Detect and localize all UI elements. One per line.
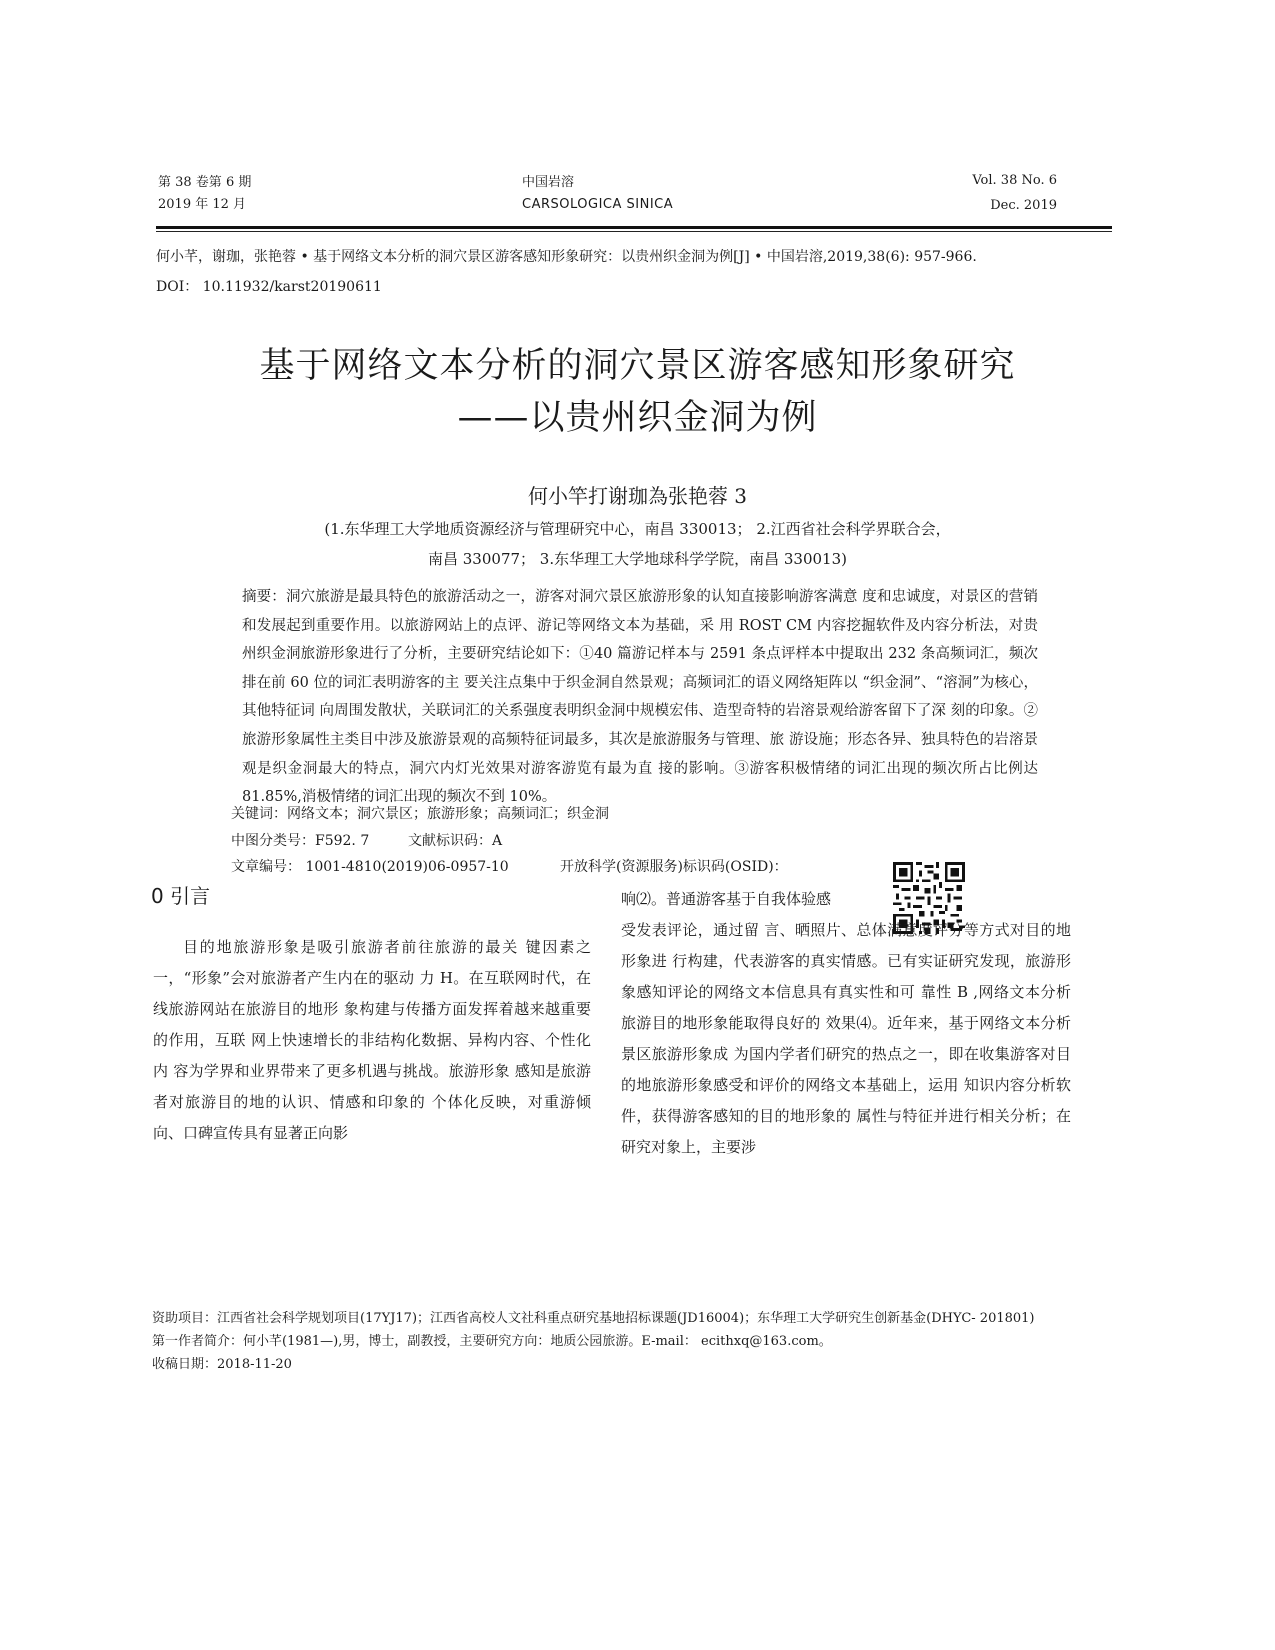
keywords: 关键词：网络文本；洞穴景区；旅游形象；高频词汇；织金洞 (231, 806, 609, 822)
document-code: 文献标识码：A (408, 833, 503, 849)
journal-name (522, 172, 673, 216)
abstract: 摘要：洞穴旅游是最具特色的旅游活动之一，游客对洞穴景区旅游形象的认知直接影响游客满意 度和忠诚度，对景区的营销和发展起到重要作用。以旅游网站上的点评、游记等网络文本为基础，采 用 ROST CM 内容挖掘软件及内容分析法，对贵州织金洞旅游形象进行了分析，主要研究结论如下：①40 篇游记样本与 2591 条点评样本中提取出 232 条高频词汇，频次排在前 60 位的词汇表明游客的主 要关注点集中于织金洞自然景观；高频词汇的语义网络矩阵以 “织金洞”、“溶洞”为核心，其他特征词 向周围发散状，关联词汇的关系强度表明织金洞中规模宏伟、造型奇特的岩溶景观给游客留下了深 刻的印象。②旅游形象属性主类目中涉及旅游景观的高频特征词最多，其次是旅游服务与管理、旅 游设施；形态各异、独具特色的岩溶景观是织金洞最大的特点，洞穴内灯光效果对游客游览有最为直 接的影响。③游客积极情绪的词汇出现的频次所占比例达 81.85%,消极情绪的词汇出现的频次不到 10%。 (242, 589, 1038, 806)
header-rule-thin (156, 231, 1112, 232)
journal-name-cn: 中国岩溶 (522, 175, 575, 190)
clc-number: 中图分类号：F592. 7 (231, 833, 370, 849)
footnotes (152, 1307, 1112, 1376)
doi-text: DOI： 10.11932/karst20190611 (156, 279, 382, 295)
received-date-note: 收稿日期：2018-11-20 (152, 1357, 292, 1372)
author-bio-note: 第一作者简介：何小芊(1981—),男，博士，副教授，主要研究方向：地质公园旅游。E-mail： ecithxq@163.com。 (152, 1334, 832, 1349)
journal-volume-issue (158, 172, 251, 216)
citation-reference (156, 246, 1116, 298)
volume-issue-text: 第 38 卷第 6 期 (158, 175, 252, 190)
volume-en-text: Vol. 38 No. 6 (972, 173, 1057, 188)
intro-right-column (621, 884, 1071, 1163)
article-title (0, 340, 1275, 444)
journal-name-en: CARSOLOGICA SINICA (522, 197, 674, 212)
title-line-1: 基于网络文本分析的洞穴景区游客感知形象研究 (259, 346, 1016, 386)
article-number: 文章编号： 1001-4810(2019)06-0957-10 (231, 859, 509, 875)
journal-volume-en (972, 170, 1057, 217)
intro-left-column (153, 932, 591, 1149)
section-heading-introduction: 0 引言 (151, 884, 211, 908)
affiliations (0, 514, 1275, 574)
date-text: 2019 年 12 月 (158, 197, 247, 212)
intro-paragraph: 目的地旅游形象是吸引旅游者前往旅游的最关 键因素之一，“形象”会对旅游者产生内在的驱动 力 H。在互联网时代，在线旅游网站在旅游目的地形 象构建与传播方面发挥着越来越重要的作用，互联 网上快速增长的非结构化数据、异构内容、个性化内 容为学界和业界带来了更多机遇与挑战。旅游形象 感知是旅游者对旅游目的地的认识、情感和印象的 个体化反映，对重游倾向、口碑宣传具有显著正向影 (153, 938, 591, 1142)
osid-label: 开放科学(资源服务)标识码(OSID)： (560, 859, 788, 875)
intro-paragraph-right: 受发表评论，通过留 言、晒照片、总体满意度评分等方式对目的地形象进 行构建，代表游客的真实情感。已有实证研究发现，旅游形象感知评论的网络文本信息具有真实性和可 靠性 B ,网络文本分析旅游目的地形象能取得良好的 效果⑷。近年来，基于网络文本分析景区旅游形象成 为国内学者们研究的热点之一，即在收集游客对目 的地旅游形象感受和评价的网络文本基础上，运用 知识内容分析软件，获得游客感知的目的地形象的 属性与特征并进行相关分析；在研究对象上，主要涉 (621, 921, 1071, 1156)
header-rule (156, 226, 1112, 229)
date-en-text: Dec. 2019 (990, 198, 1057, 213)
intro-continued-line: 响⑵。普通游客基于自我体验感 (621, 890, 832, 908)
author-list: 何小竿打谢珈為张艳蓉 3 (527, 484, 748, 508)
citation-text: 何小芊，谢珈，张艳蓉 • 基于网络文本分析的洞穴景区游客感知形象研究：以贵州织金洞为例[J] • 中国岩溶,2019,38(6): 957-966. (156, 249, 977, 265)
funding-note: 资助项目：江西省社会科学规划项目(17YJ17)；江西省高校人文社科重点研究基地招标课题(JD16004)；东华理工大学研究生创新基金(DHYC- 201801) (152, 1311, 1035, 1326)
affiliation-line-1: (1.东华理工大学地质资源经济与管理研究中心，南昌 330013； 2.江西省社会科学界联合会， (324, 520, 951, 538)
affiliation-line-2: 南昌 330077； 3.东华理工大学地球科学学院，南昌 330013) (428, 550, 847, 568)
title-line-2: ——以贵州织金洞为例 (457, 398, 818, 438)
